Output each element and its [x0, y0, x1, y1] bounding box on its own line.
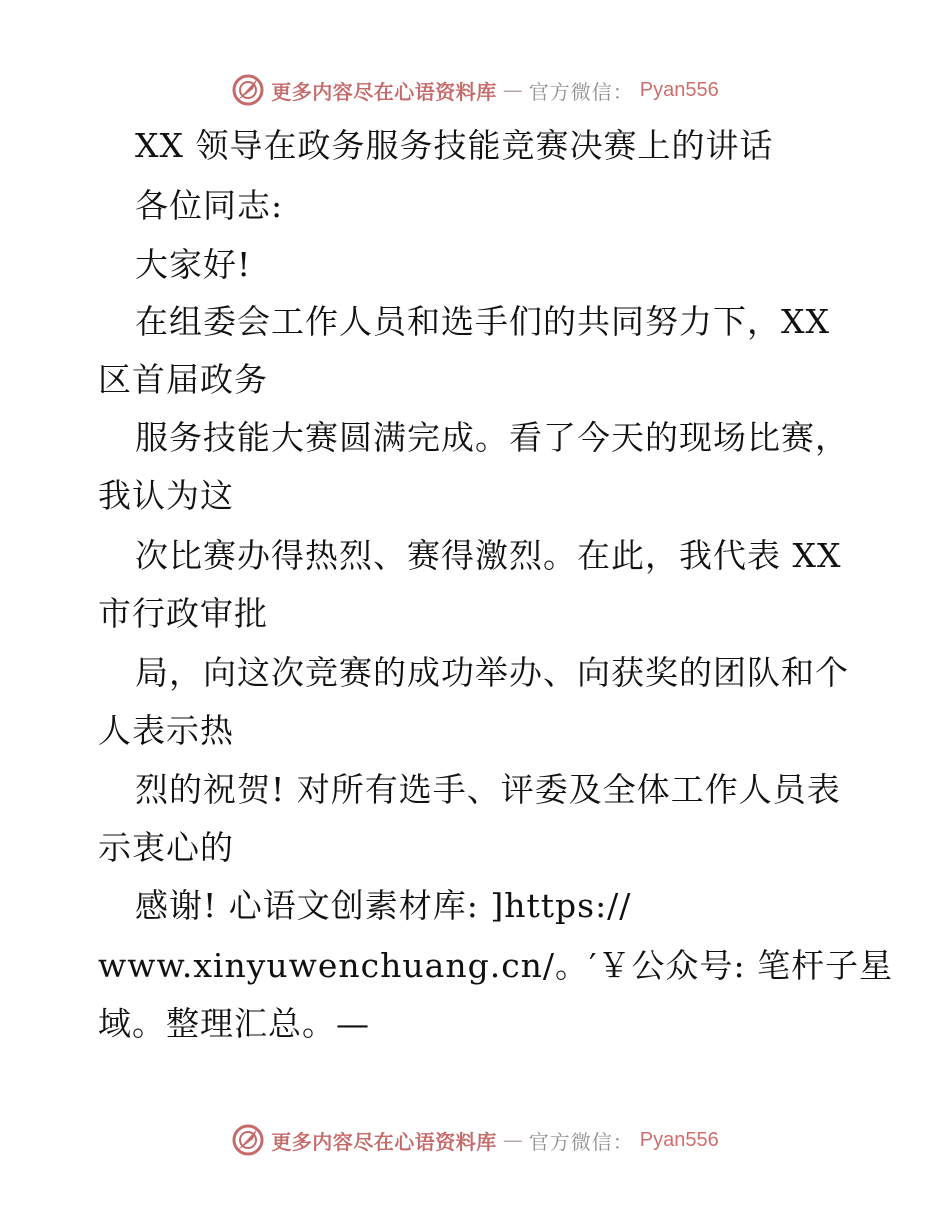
text-line: 区首届政务 [98, 360, 268, 399]
text-line: 人表示热 [98, 711, 234, 750]
text-line: 市行政审批 [98, 594, 268, 633]
footer-watermark [0, 1118, 950, 1162]
text-line: 服务技能大赛圆满完成。看了今天的现场比赛， [135, 418, 849, 457]
text-line: 感谢! 心语文创素材库: ]https:// [135, 886, 632, 925]
text-line: 我认为这 [98, 476, 234, 515]
header-watermark [0, 68, 950, 112]
watermark-contact-id: Pyan556 [639, 1128, 719, 1151]
document-title: XX 领导在政务服务技能竞赛决赛上的讲话 [135, 126, 774, 165]
text-line: 局，向这次竞赛的成功举办、向获奖的团队和个 [135, 653, 849, 692]
watermark-main-text: 更多内容尽在心语资料库 [271, 79, 497, 104]
text-line: 示衷心的 [98, 828, 234, 867]
text-line: 域。整理汇总。— [98, 1004, 370, 1043]
text-line: 大家好! [135, 245, 252, 284]
text-line: 各位同志: [135, 186, 284, 225]
watermark-separator: — [502, 1128, 523, 1152]
text-line: www.xinyuwenchuang.cn/。′￥公众号: 笔杆子星 [98, 946, 894, 985]
watermark-separator: — [502, 78, 523, 102]
quill-logo-icon [231, 73, 265, 107]
watermark-contact-label: 官方微信： [528, 79, 634, 104]
text-line: 在组委会工作人员和选手们的共同努力下，XX [135, 302, 830, 341]
text-line: 烈的祝贺! 对所有选手、评委及全体工作人员表 [135, 770, 841, 809]
watermark-main-text: 更多内容尽在心语资料库 [271, 1129, 497, 1154]
watermark-contact-label: 官方微信： [528, 1129, 634, 1154]
quill-logo-icon [231, 1123, 265, 1157]
watermark-contact-id: Pyan556 [639, 78, 719, 101]
text-line: 次比赛办得热烈、赛得激烈。在此，我代表 XX [135, 536, 842, 575]
